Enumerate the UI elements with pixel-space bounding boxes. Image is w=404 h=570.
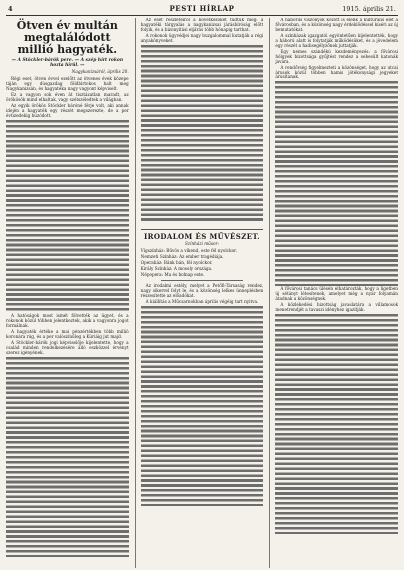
column-3 (269, 18, 398, 568)
article-headline: Ötven év multán megtalálódott millió hagyaték. (16, 19, 118, 56)
body-text-block (6, 357, 129, 557)
body-text-block (6, 120, 129, 313)
body-text-block (141, 45, 264, 223)
masthead (6, 3, 398, 16)
article-deck: — A Stöckler-bárók pere. — A szép hírt rokon hozta hírül. — (11, 58, 124, 69)
paragraph: A hagyaték értéke a mai pénzértékben több millió koronára rúg, és a per valószínűleg a Kúriáig jut majd. (6, 328, 129, 339)
paragraph: A rokonok ügyvédjei nagy buzgalommal kutatják a régi anyakönyveket. (140, 32, 264, 43)
section-subheading: Színházi műsor: (185, 240, 219, 246)
issue-date: 1915. április 21. (342, 5, 396, 13)
paragraph: A színházak igazgatói egyöntetűen kijelentették, hogy a háború alatt is folytatják működésüket, és a jövedelem egy részét a hadisegélyzőnek juttatják. (275, 32, 399, 48)
paragraph: A fővárosi tanács ülésén elhatározták, hogy a ligetben új sétányt létesítenek, amelyet még a nyár folyamán átadnak a közönségnek. (275, 286, 399, 302)
newspaper-title: PESTI HÍRLAP (169, 4, 235, 13)
paragraph: Az irodalmi estély, melyet a Petőfi-Társaság rendez, nagy sikerrel folyt le, és a közönség lelkes ünneplésben részesítette az előadókat. (140, 283, 264, 299)
program-item: Király Színház: A mosoly országa. (140, 265, 213, 271)
paragraph: A közlekedési bizottság javaslatára a villamosok menetrendjét a tavaszi idényhez igazítják. (275, 302, 399, 313)
body-text-block (141, 306, 264, 506)
columns (6, 18, 398, 568)
paragraph: A kiállítás a Műcsarnokban április végéig tart nyitva. (145, 299, 259, 305)
program-item: Vígszínház: Bűvös a víkend, este fél nyolckor. (140, 247, 237, 253)
body-text-block (275, 314, 398, 534)
paragraph: Ez a vagyon sok éven át tisztázatlan maradt, az örökösök mind elhaltak, vagy szétszéledtek a világban. (6, 92, 129, 103)
paragraph: Az eset részleteiről a következőket tudtuk meg: a hagyatéki tárgyalás a nagykanizsai járásbíróság előtt folyik, és a bizonyítási eljárás több hónapig tarthat. (140, 18, 264, 32)
paragraph: A háborús viszonyok között is élénk a kulturális élet a fővárosban, és a közönség nagy érdeklődéssel kíséri az új bemutatókat. (275, 18, 399, 32)
program-item: Operaház: Bánk bán, fél nyolckor. (140, 259, 213, 265)
article-dateline: Nagykanizsáról, április 20. (71, 69, 129, 75)
divider (161, 280, 244, 281)
column-2 (135, 18, 264, 568)
paragraph: A hatóságok most ismét fölvették az ügyet, és a rokonok közül többen jelentkeztek, akik a vagyonra jogot formálnak. (6, 312, 129, 328)
paragraph: Régi eset, ötven évvel ezelőtt az ötvenes évek közepe táján egy dúsgazdag földbirtokos halt meg Nagykanizsán, és hagyatéka nagy vagyont képviselt. (6, 76, 129, 92)
section-heading: IRODALOM ÉS MŰVÉSZET. (141, 229, 264, 241)
paragraph: Egy nemes szándékú kezdeményezés: a fővárosi hölgyek bizottsága gyűjtést rendez a sebesült katonák javára. (275, 48, 399, 64)
program-item: Népopera: Ma és holnap este. (140, 271, 205, 277)
paragraph: A rendőrség figyelmezteti a közönséget, hogy az utcai árusok közül többen hamis jótékonysági jegyeket árusítanak. (275, 64, 399, 80)
program-item: Nemzeti Színház: Az ember tragédiája. (140, 253, 224, 259)
page-number: 4 (8, 5, 13, 13)
body-text-block (275, 81, 398, 286)
column-1 (6, 18, 129, 568)
paragraph: Az egyik örökös Stöckler báróné férje volt, aki annak idején a hagyaték egy részét megszerezte, de a per évtizedekig húzódott. (6, 103, 129, 119)
paragraph: A Stöckler-bárók jogi képviselője kijelentette, hogy a család minden rendelkezésére álló eszközzel érvényt szerez igényének. (6, 339, 129, 355)
